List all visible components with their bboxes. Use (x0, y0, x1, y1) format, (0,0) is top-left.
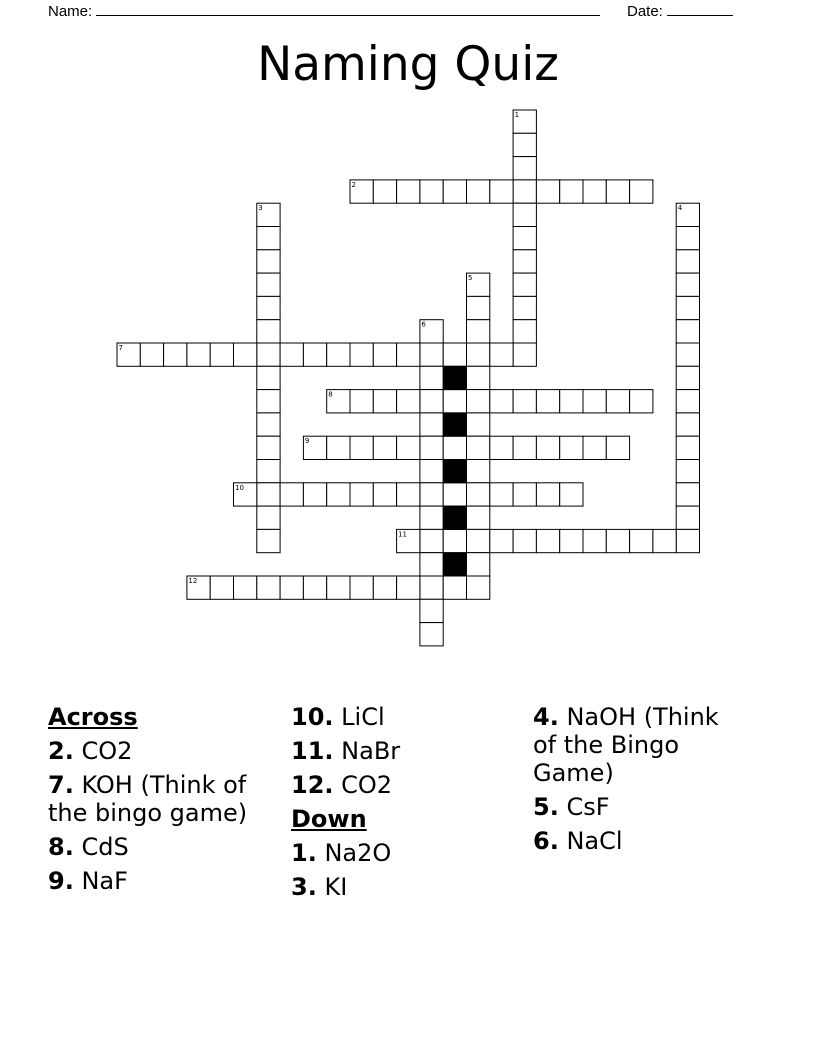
grid-cell[interactable] (467, 343, 490, 366)
grid-cell[interactable] (280, 576, 303, 599)
grid-cell[interactable] (676, 413, 699, 436)
grid-cell[interactable] (373, 180, 396, 203)
grid-cell[interactable] (536, 529, 559, 552)
black-cell (443, 506, 466, 529)
grid-cell[interactable] (676, 460, 699, 483)
grid-cell[interactable] (420, 553, 443, 576)
grid-cell[interactable] (676, 320, 699, 343)
grid-cell[interactable] (257, 273, 280, 296)
grid-cell[interactable] (467, 296, 490, 319)
grid-cell[interactable] (443, 180, 466, 203)
grid-cell[interactable] (606, 436, 629, 459)
grid-cell[interactable] (467, 180, 490, 203)
grid-cell[interactable] (420, 529, 443, 552)
grid-cell[interactable] (606, 390, 629, 413)
grid-cell[interactable] (513, 250, 536, 273)
grid-cell[interactable] (210, 576, 233, 599)
grid-cell[interactable] (676, 250, 699, 273)
grid-cell[interactable] (280, 343, 303, 366)
grid-cell[interactable] (513, 133, 536, 156)
cell-number: 8 (328, 390, 333, 399)
black-cell (443, 366, 466, 389)
grid-cell[interactable] (467, 320, 490, 343)
grid-cell[interactable] (280, 483, 303, 506)
grid-cell[interactable] (490, 436, 513, 459)
grid-cell[interactable] (350, 576, 373, 599)
grid-cell[interactable] (350, 483, 373, 506)
grid-cell[interactable] (397, 343, 420, 366)
name-label: Name: (48, 3, 93, 20)
grid-cell[interactable] (560, 436, 583, 459)
grid-cell[interactable] (676, 483, 699, 506)
cell-number: 11 (398, 530, 408, 539)
grid-cell[interactable] (373, 483, 396, 506)
clue-across-7: 7. KOH (Think of the bingo game) (48, 771, 248, 827)
grid-cell[interactable] (350, 390, 373, 413)
clue-across-2: 2. CO2 (48, 737, 133, 765)
clue-down-6: 6. NaCl (533, 827, 623, 855)
grid-cell[interactable] (513, 203, 536, 226)
grid-cell[interactable] (327, 576, 350, 599)
grid-cell[interactable] (443, 343, 466, 366)
grid-cell[interactable] (257, 250, 280, 273)
grid-cell[interactable] (373, 343, 396, 366)
grid-cell[interactable] (630, 390, 653, 413)
grid-cell[interactable] (467, 506, 490, 529)
clue-down-4: 4. NaOH (Think of the Bingo Game) (533, 703, 719, 787)
grid-cell[interactable] (583, 180, 606, 203)
grid-cell[interactable] (303, 343, 326, 366)
grid-cell[interactable] (467, 366, 490, 389)
grid-cell[interactable] (257, 576, 280, 599)
cell-number: 2 (351, 180, 356, 189)
grid-cell[interactable] (420, 390, 443, 413)
grid-cell[interactable] (420, 366, 443, 389)
grid-cell[interactable] (536, 180, 559, 203)
grid-cell[interactable] (490, 390, 513, 413)
grid-cell[interactable] (257, 296, 280, 319)
grid-cell[interactable] (420, 599, 443, 622)
grid-cell[interactable] (513, 296, 536, 319)
grid-cell[interactable] (490, 483, 513, 506)
date-label: Date: (627, 3, 663, 20)
cell-number: 5 (468, 274, 473, 283)
grid-cell[interactable] (420, 343, 443, 366)
grid-cell[interactable] (257, 483, 280, 506)
clue-down-1: 1. Na2O (291, 839, 392, 867)
grid-cell[interactable] (420, 180, 443, 203)
grid-cell[interactable] (420, 436, 443, 459)
cell-number: 6 (421, 320, 426, 329)
cell-number: 1 (514, 111, 520, 119)
grid-cell[interactable] (397, 576, 420, 599)
grid-cell[interactable] (560, 390, 583, 413)
grid-cell[interactable] (187, 343, 210, 366)
clue-across-8: 8. CdS (48, 833, 129, 861)
grid-cell[interactable] (513, 157, 536, 180)
grid-cell[interactable] (140, 343, 163, 366)
grid-cell[interactable] (397, 180, 420, 203)
grid-cell[interactable] (536, 390, 559, 413)
grid-cell[interactable] (676, 436, 699, 459)
grid-cell[interactable] (397, 436, 420, 459)
grid-cell[interactable] (676, 227, 699, 250)
grid-cell[interactable] (257, 506, 280, 529)
grid-cell[interactable] (420, 413, 443, 436)
grid-cell[interactable] (420, 576, 443, 599)
grid-cell[interactable] (350, 436, 373, 459)
grid-cell[interactable] (467, 390, 490, 413)
grid-cell[interactable] (257, 529, 280, 552)
grid-cell[interactable] (373, 436, 396, 459)
grid-cell[interactable] (676, 343, 699, 366)
grid-cell[interactable] (513, 529, 536, 552)
across-heading: Across (48, 703, 138, 731)
grid-cell[interactable] (420, 483, 443, 506)
grid-cell[interactable] (164, 343, 187, 366)
grid-cell[interactable] (420, 623, 443, 646)
cell-number: 7 (118, 344, 123, 352)
grid-cell[interactable] (443, 529, 466, 552)
grid-cell[interactable] (257, 343, 280, 366)
grid-cell[interactable] (536, 436, 559, 459)
clue-down-5: 5. CsF (533, 793, 610, 821)
grid-cell[interactable] (490, 343, 513, 366)
grid-cell[interactable] (373, 576, 396, 599)
grid-cell[interactable] (397, 390, 420, 413)
clues-column-1 (48, 703, 248, 901)
grid-cell[interactable] (676, 366, 699, 389)
cell-number: 10 (235, 483, 244, 492)
grid-cell[interactable] (467, 553, 490, 576)
grid-cell[interactable] (443, 390, 466, 413)
grid-cell[interactable] (443, 576, 466, 599)
grid-cell[interactable] (234, 343, 257, 366)
black-cell (443, 460, 466, 483)
grid-cell[interactable] (513, 320, 536, 343)
black-cell (443, 413, 466, 436)
grid-cell[interactable] (234, 576, 257, 599)
grid-cell[interactable] (467, 413, 490, 436)
down-heading: Down (291, 805, 367, 833)
grid-cell[interactable] (606, 529, 629, 552)
grid-cell[interactable] (257, 436, 280, 459)
cell-number: 3 (258, 204, 263, 213)
grid-cell[interactable] (397, 483, 420, 506)
grid-cell[interactable] (676, 273, 699, 296)
black-cell (443, 553, 466, 576)
grid-cell[interactable] (257, 413, 280, 436)
grid-cell[interactable] (513, 390, 536, 413)
grid-cell[interactable] (676, 506, 699, 529)
grid-cell[interactable] (303, 576, 326, 599)
grid-cell[interactable] (257, 320, 280, 343)
grid-cell[interactable] (583, 390, 606, 413)
cell-number: 9 (304, 437, 310, 446)
grid-cell[interactable] (467, 576, 490, 599)
grid-cell[interactable] (303, 483, 326, 506)
grid-cell[interactable] (420, 506, 443, 529)
page-title: Naming Quiz (257, 37, 559, 92)
grid-cell[interactable] (467, 483, 490, 506)
grid-cell[interactable] (560, 483, 583, 506)
grid-cell[interactable] (583, 436, 606, 459)
cell-number: 12 (188, 577, 198, 585)
grid-cell[interactable] (443, 436, 466, 459)
grid-cell[interactable] (676, 390, 699, 413)
grid-cell[interactable] (513, 273, 536, 296)
grid-cell[interactable] (536, 483, 559, 506)
grid-cell[interactable] (630, 180, 653, 203)
grid-cell[interactable] (467, 529, 490, 552)
grid-cell[interactable] (513, 180, 536, 203)
grid-cell[interactable] (630, 529, 653, 552)
clue-across-10: 10. LiCl (291, 703, 385, 731)
grid-cell[interactable] (513, 227, 536, 250)
grid-cell[interactable] (676, 529, 699, 552)
clue-across-11: 11. NaBr (291, 737, 401, 765)
grid-cell[interactable] (560, 529, 583, 552)
clue-down-3: 3. KI (291, 873, 348, 901)
grid-cell[interactable] (327, 483, 350, 506)
grid-cell[interactable] (467, 460, 490, 483)
grid-cell[interactable] (257, 460, 280, 483)
clues-column-3 (533, 703, 743, 861)
grid-cell[interactable] (327, 343, 350, 366)
grid-cell[interactable] (443, 483, 466, 506)
clues-column-2 (291, 703, 501, 907)
grid-cell[interactable] (350, 343, 373, 366)
grid-cell[interactable] (257, 366, 280, 389)
grid-cell[interactable] (513, 483, 536, 506)
grid-cell[interactable] (676, 296, 699, 319)
grid-cell[interactable] (583, 529, 606, 552)
grid-cell[interactable] (653, 529, 676, 552)
grid-cell[interactable] (420, 460, 443, 483)
grid-cell[interactable] (513, 343, 536, 366)
grid-cell[interactable] (257, 390, 280, 413)
grid-cell[interactable] (467, 436, 490, 459)
grid-cell[interactable] (606, 180, 629, 203)
grid-cell[interactable] (490, 180, 513, 203)
cell-number: 4 (677, 204, 683, 213)
clue-across-9: 9. NaF (48, 867, 128, 895)
clue-across-12: 12. CO2 (291, 771, 393, 799)
grid-cell[interactable] (210, 343, 233, 366)
grid-cell[interactable] (490, 529, 513, 552)
grid-cell[interactable] (257, 227, 280, 250)
grid-cell[interactable] (373, 390, 396, 413)
grid-cell[interactable] (327, 436, 350, 459)
grid-cell[interactable] (560, 180, 583, 203)
grid-cell[interactable] (513, 436, 536, 459)
